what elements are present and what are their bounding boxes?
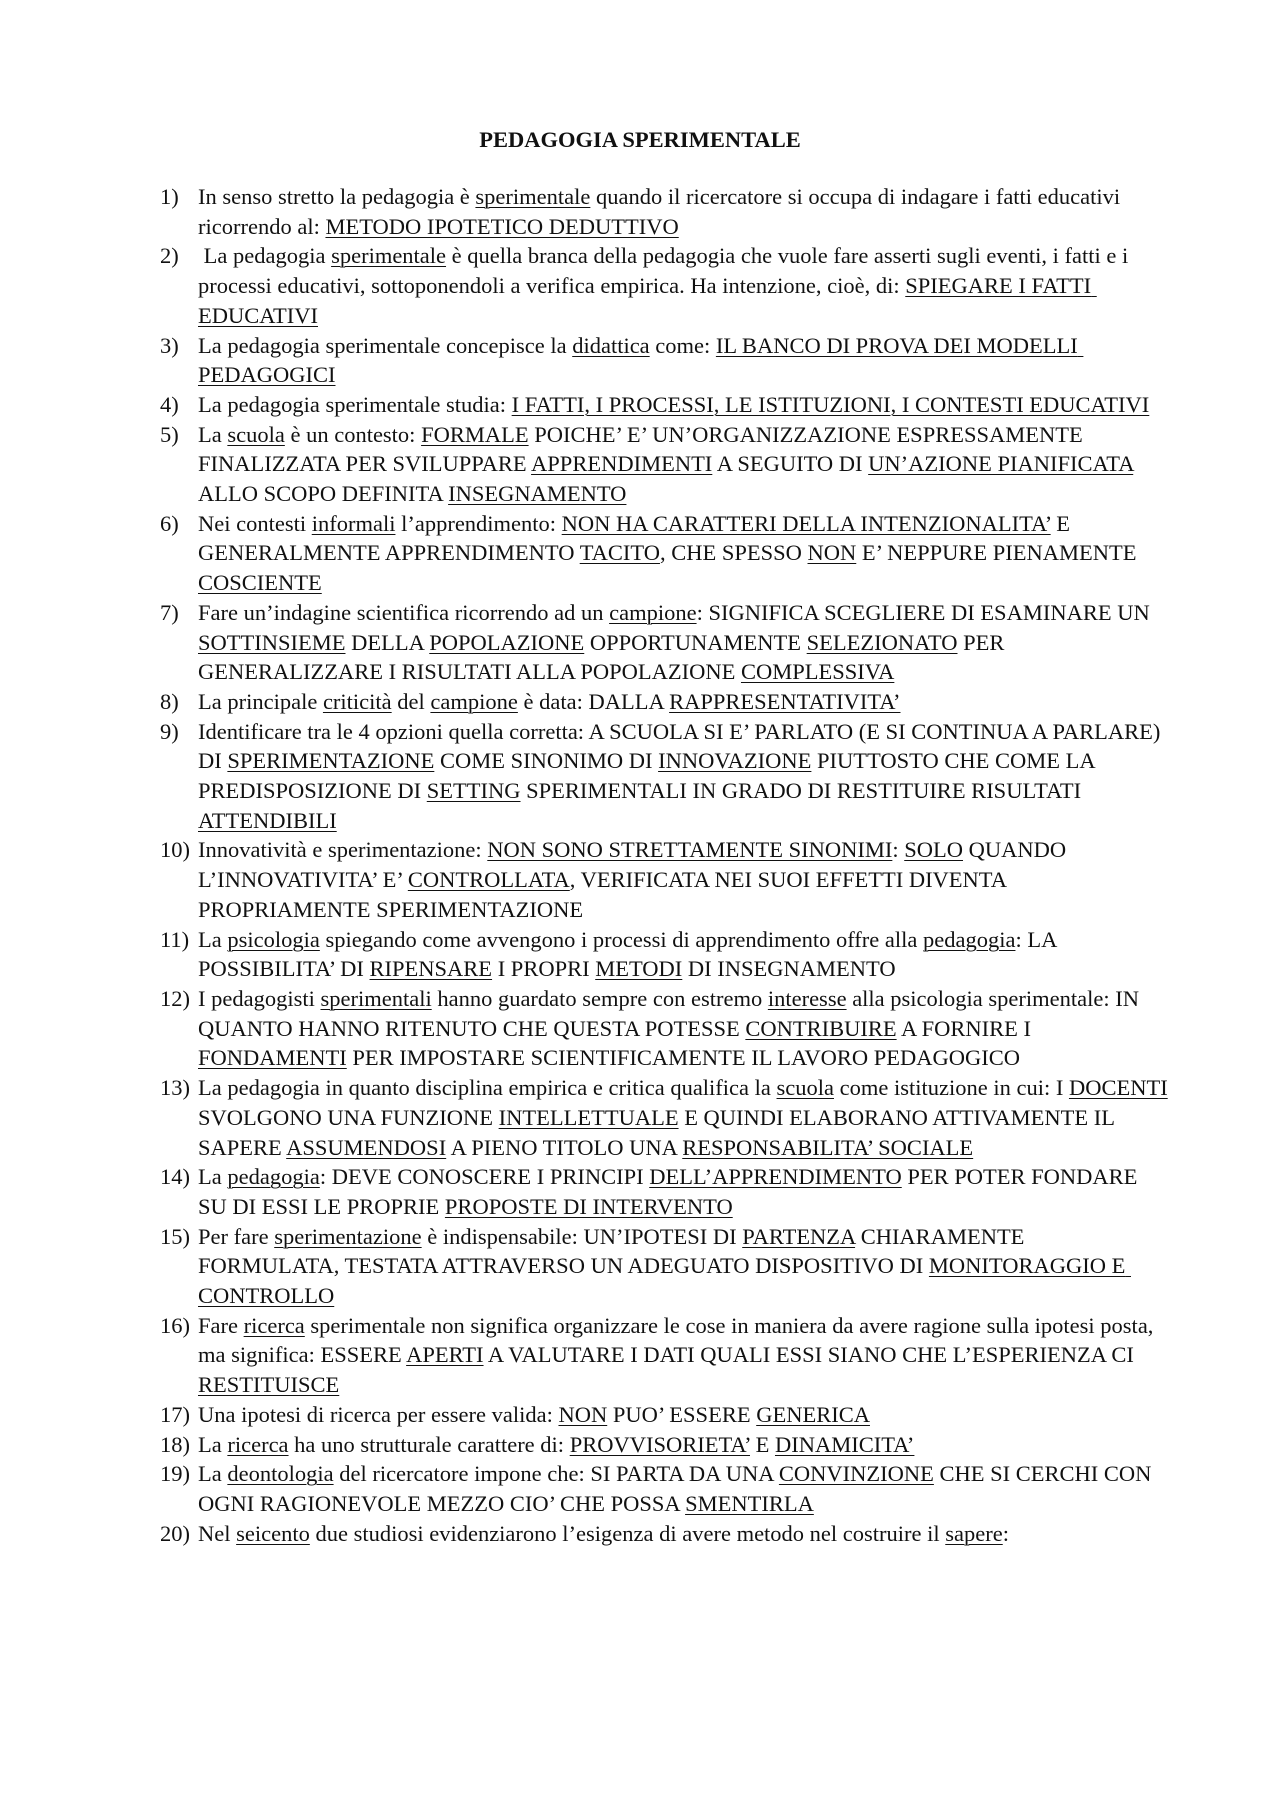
text-segment: Per fare [198, 1223, 275, 1249]
underlined-text: sperimentazione [274, 1223, 422, 1249]
question-list [160, 182, 1174, 1548]
underlined-text: RESPONSABILITA’ SOCIALE [682, 1134, 974, 1160]
item-number: 2) [160, 243, 179, 269]
text-segment: del [391, 688, 431, 714]
text-segment: : LA POSSIBILITA’ DI [198, 926, 1062, 982]
underlined-text: INNOVAZIONE [658, 748, 812, 774]
underlined-text: criticità [322, 688, 392, 714]
list-item [160, 1073, 1174, 1162]
item-number: 1) [160, 184, 179, 209]
text-segment: è un contesto: [284, 421, 422, 447]
text-segment: I PROPRI [492, 956, 596, 982]
text-segment: è quella branca della pedagogia che vuole fare asserti sugli eventi, i fatti e i processi educativi, sottoponendoli a verifica empirica. Ha intenzione, cioè, di: [198, 243, 1134, 299]
underlined-text: INSEGNAMENTO [448, 481, 627, 507]
underlined-text: campione [430, 688, 518, 714]
text-segment: La principale [198, 688, 323, 714]
item-text [198, 511, 1142, 595]
underlined-text: didattica [572, 332, 650, 358]
text-segment: PER GENERALIZZARE I RISULTATI ALLA POPOLAZIONE [198, 629, 1011, 685]
item-text [198, 1075, 1173, 1159]
text-segment: PER POTER FONDARE SU DI ESSI LE PROPRIE [198, 1164, 1144, 1219]
list-item [160, 687, 1170, 717]
text-segment: QUANDO L’INNOVATIVITA’ E’ [198, 837, 1072, 893]
item-text [198, 1164, 1143, 1219]
underlined-text: DELL’APPRENDIMENTO [649, 1164, 902, 1190]
text-segment: due studiosi evidenziarono l’esigenza di avere metodo nel costruire il [309, 1520, 946, 1546]
text-segment: Fare un’indagine scientifica ricorrendo ad un [198, 599, 610, 625]
text-segment: Una ipotesi di ricerca per essere valida: [198, 1401, 559, 1427]
underlined-text: SETTING [426, 778, 521, 804]
underlined-text: DOCENTI [1068, 1075, 1168, 1101]
underlined-text: INTELLETTUALE [498, 1104, 679, 1130]
underlined-text: IL BANCO DI PROVA DEI MODELLI PEDAGOGICI [198, 332, 1084, 388]
underlined-text: seicento [236, 1520, 310, 1546]
underlined-text: DINAMICITA’ [774, 1431, 915, 1457]
text-segment: CHIARAMENTE FORMULATA, TESTATA ATTRAVERSO UN ADEGUATO DISPOSITIVO DI [198, 1223, 1031, 1279]
list-item [160, 1311, 1170, 1400]
underlined-text: COSCIENTE [198, 570, 322, 596]
underlined-text: POPOLAZIONE [429, 629, 585, 655]
text-segment: A FORNIRE I [896, 1015, 1037, 1041]
underlined-text: UN’AZIONE PIANIFICATA [868, 451, 1134, 477]
underlined-text: NON [558, 1401, 608, 1427]
item-text [198, 392, 1149, 417]
list-item [160, 717, 1170, 836]
underlined-text: MONITORAGGIO E CONTROLLO [198, 1253, 1131, 1309]
text-segment: SPERIMENTALI IN GRADO DI RESTITUIRE RISULTATI [520, 778, 1086, 804]
text-segment: La pedagogia in quanto disciplina empirica e critica qualifica la [198, 1075, 777, 1101]
underlined-text: RESTITUISCE [198, 1372, 340, 1398]
underlined-text: pedagogia [227, 1164, 320, 1190]
text-segment: quando il ricercatore si occupa di indagare i fatti educativi ricorrendo al: [198, 184, 1126, 239]
underlined-text: sapere [945, 1520, 1003, 1546]
text-segment: PUO’ ESSERE [607, 1401, 757, 1427]
item-number: 7) [160, 599, 179, 625]
text-segment: : [1002, 1520, 1009, 1546]
text-segment: , CHE SPESSO [659, 540, 808, 566]
item-text [198, 422, 1138, 506]
text-segment: Fare [198, 1312, 244, 1338]
text-segment: , VERIFICATA NEI SUOI EFFETTI DIVENTA PROPRIAMENTE SPERIMENTAZIONE [198, 867, 1012, 922]
underlined-text: PROVVISORIETA’ [569, 1431, 750, 1457]
text-segment: E [749, 1431, 775, 1457]
list-item [160, 1162, 1170, 1221]
item-text [198, 1224, 1131, 1308]
item-number: 11) [160, 926, 190, 952]
item-text [198, 1313, 1159, 1397]
underlined-text: SPIEGARE I FATTI EDUCATIVI [198, 273, 1097, 328]
underlined-text: METODI [595, 956, 683, 982]
list-item [160, 598, 1170, 687]
item-text [198, 689, 901, 714]
text-segment: La [198, 926, 228, 952]
underlined-text: COMPLESSIVA [740, 659, 895, 685]
text-segment: La [198, 1431, 228, 1457]
text-segment: Nei contesti [198, 510, 312, 536]
list-item [160, 420, 1170, 509]
text-segment: POICHE’ E’ UN’ORGANIZZAZIONE ESPRESSAMENTE FINALIZZATA PER SVILUPPARE [198, 421, 1089, 477]
item-text [198, 1432, 914, 1457]
list-item [160, 390, 1170, 420]
item-text [198, 1461, 1157, 1516]
item-number: 8) [160, 688, 179, 714]
underlined-text: ricerca [243, 1312, 305, 1338]
item-number: 17) [160, 1401, 190, 1427]
text-segment: spiegando come avvengono i processi di apprendimento offre alla [319, 926, 923, 952]
item-number: 12) [160, 985, 190, 1011]
text-segment: E GENERALMENTE APPRENDIMENTO [198, 510, 1076, 566]
text-segment: : [892, 837, 905, 863]
text-segment: ha uno strutturale carattere di: [288, 1431, 570, 1457]
item-number: 4) [160, 391, 179, 417]
list-item [160, 835, 1170, 924]
text-segment: come istituzione in cui: I [834, 1075, 1069, 1101]
item-number: 18) [160, 1431, 190, 1457]
text-segment: SVOLGONO UNA FUNZIONE [198, 1075, 1174, 1130]
item-text [198, 1521, 1009, 1546]
item-number: 3) [160, 332, 179, 358]
list-item [160, 1430, 1170, 1460]
text-segment: La pedagogia [198, 243, 332, 269]
text-segment: E QUINDI ELABORANO ATTIVAMENTE IL SAPERE [198, 1104, 1120, 1160]
text-segment: A PIENO TITOLO UNA [446, 1134, 683, 1160]
underlined-text: campione [609, 599, 697, 625]
underlined-text: METODO IPOTETICO DEDUTTIVO [325, 213, 679, 239]
list-item [160, 925, 1170, 984]
underlined-text: SELEZIONATO [806, 629, 958, 655]
underlined-text: SOTTINSIEME [198, 629, 346, 655]
underlined-text: GENERICA [756, 1401, 870, 1427]
underlined-text: APERTI [406, 1342, 484, 1368]
item-number: 19) [160, 1461, 190, 1487]
text-segment: PIUTTOSTO CHE COME LA PREDISPOSIZIONE DI [198, 748, 1100, 804]
list-item [160, 331, 1170, 390]
text-segment: come: [649, 332, 716, 358]
text-segment: In senso stretto la pedagogia è [198, 184, 476, 209]
underlined-text: scuola [227, 421, 285, 447]
text-segment: OPPORTUNAMENTE [584, 629, 807, 655]
underlined-text: FORMALE [421, 421, 529, 447]
text-segment: E’ NEPPURE PIENAMENTE [856, 540, 1143, 566]
item-number: 10) [160, 837, 190, 863]
item-text [198, 719, 1166, 833]
text-segment: La [198, 1164, 228, 1190]
text-segment: : SIGNIFICA SCEGLIERE DI ESAMINARE UN [696, 599, 1156, 625]
underlined-text: RIPENSARE [369, 956, 493, 982]
underlined-text: interesse [767, 985, 847, 1011]
text-segment: A VALUTARE I DATI QUALI ESSI SIANO CHE L’ESPERIENZA CI [483, 1342, 1140, 1368]
underlined-text: NON [807, 540, 857, 566]
text-segment: Nel [198, 1520, 237, 1546]
text-segment: ALLO SCOPO DEFINITA [198, 451, 1138, 507]
text-segment: A SEGUITO DI [712, 451, 869, 477]
item-number: 5) [160, 421, 179, 447]
text-segment: I pedagogisti [198, 985, 321, 1011]
underlined-text: informali [311, 510, 396, 536]
list-item [160, 1400, 1170, 1430]
underlined-text: scuola [776, 1075, 834, 1101]
item-text [198, 243, 1134, 327]
text-segment: è data: DALLA [517, 688, 670, 714]
underlined-text: sperimentali [320, 985, 432, 1011]
underlined-text: CONTRIBUIRE [745, 1015, 897, 1041]
item-number: 16) [160, 1312, 190, 1338]
list-item [160, 1459, 1170, 1518]
underlined-text: PARTENZA [742, 1223, 856, 1249]
underlined-text: CONTROLLATA [407, 867, 570, 893]
item-text [198, 927, 1062, 982]
item-text [198, 600, 1155, 684]
underlined-text: deontologia [227, 1461, 334, 1487]
text-segment: DI INSEGNAMENTO [682, 956, 896, 982]
underlined-text: RAPPRESENTATIVITA’ [669, 688, 901, 714]
list-item [160, 984, 1170, 1073]
underlined-text: NON HA CARATTERI DELLA INTENZIONALITA’ [561, 510, 1051, 536]
list-item [160, 509, 1170, 598]
text-segment: Innovatività e sperimentazione: [198, 837, 488, 863]
underlined-text: SPERIMENTAZIONE [227, 748, 435, 774]
text-segment: l’apprendimento: [395, 510, 562, 536]
item-number: 14) [160, 1164, 190, 1190]
underlined-text: ricerca [227, 1431, 289, 1457]
text-segment: CHE SI CERCHI CON OGNI RAGIONEVOLE MEZZO CIO’ CHE POSSA [198, 1461, 1158, 1516]
item-number: 13) [160, 1075, 190, 1101]
underlined-text: psicologia [227, 926, 320, 952]
list-item [160, 1222, 1170, 1311]
underlined-text: SMENTIRLA [685, 1490, 814, 1516]
underlined-text: I FATTI, I PROCESSI, LE ISTITUZIONI, I CONTESTI EDUCATIVI [511, 391, 1150, 417]
text-segment: : DEVE CONOSCERE I PRINCIPI [319, 1164, 650, 1190]
text-segment: La pedagogia sperimentale concepisce la [198, 332, 573, 358]
text-segment: sperimentale non significa organizzare le cose in maniera da avere ragione sulla ipotesi posta, ma significa: ESSERE [198, 1312, 1160, 1368]
list-item [160, 182, 1170, 241]
text-segment: è indispensabile: UN’IPOTESI DI [421, 1223, 743, 1249]
text-segment: La [198, 421, 228, 447]
text-segment: del ricercatore impone che: SI PARTA DA UNA [333, 1461, 779, 1487]
item-number: 6) [160, 510, 179, 536]
item-text [198, 1402, 870, 1427]
underlined-text: SOLO [904, 837, 963, 863]
underlined-text: FONDAMENTI [198, 1045, 347, 1071]
underlined-text: TACITO [579, 540, 660, 566]
item-number: 15) [160, 1223, 190, 1249]
text-segment: COME SINONIMO DI [434, 748, 659, 774]
underlined-text: NON SONO STRETTAMENTE SINONIMI [487, 837, 893, 863]
item-text [198, 837, 1072, 921]
text-segment: La [198, 1461, 228, 1487]
underlined-text: PROPOSTE DI INTERVENTO [444, 1193, 733, 1219]
text-segment: La pedagogia sperimentale studia: [198, 391, 512, 417]
item-text [198, 333, 1083, 388]
text-segment: DELLA [345, 629, 430, 655]
list-item [160, 241, 1170, 330]
underlined-text: pedagogia [923, 926, 1016, 952]
underlined-text: sperimentale [475, 184, 591, 209]
document-title: PEDAGOGIA SPERIMENTALE [479, 127, 801, 152]
text-segment: hanno guardato sempre con estremo [431, 985, 768, 1011]
item-text [198, 986, 1145, 1070]
underlined-text: ASSUMENDOSI [286, 1134, 447, 1160]
text-segment: Identificare tra le 4 opzioni quella corretta: A SCUOLA SI E’ PARLATO (E SI CONTINUA A PARLARE) DI [198, 718, 1167, 774]
item-text [198, 184, 1126, 239]
item-number: 9) [160, 718, 179, 744]
list-item [160, 1519, 1170, 1549]
item-number: 20) [160, 1520, 190, 1546]
text-segment: PER IMPOSTARE SCIENTIFICAMENTE IL LAVORO PEDAGOGICO [346, 1045, 1020, 1071]
underlined-text: CONVINZIONE [778, 1461, 934, 1487]
text-segment: alla psicologia sperimentale: IN QUANTO HANNO RITENUTO CHE QUESTA POTESSE [198, 985, 1145, 1041]
underlined-text: sperimentale [331, 243, 447, 269]
underlined-text: APPRENDIMENTI [531, 451, 713, 477]
underlined-text: ATTENDIBILI [198, 807, 337, 833]
